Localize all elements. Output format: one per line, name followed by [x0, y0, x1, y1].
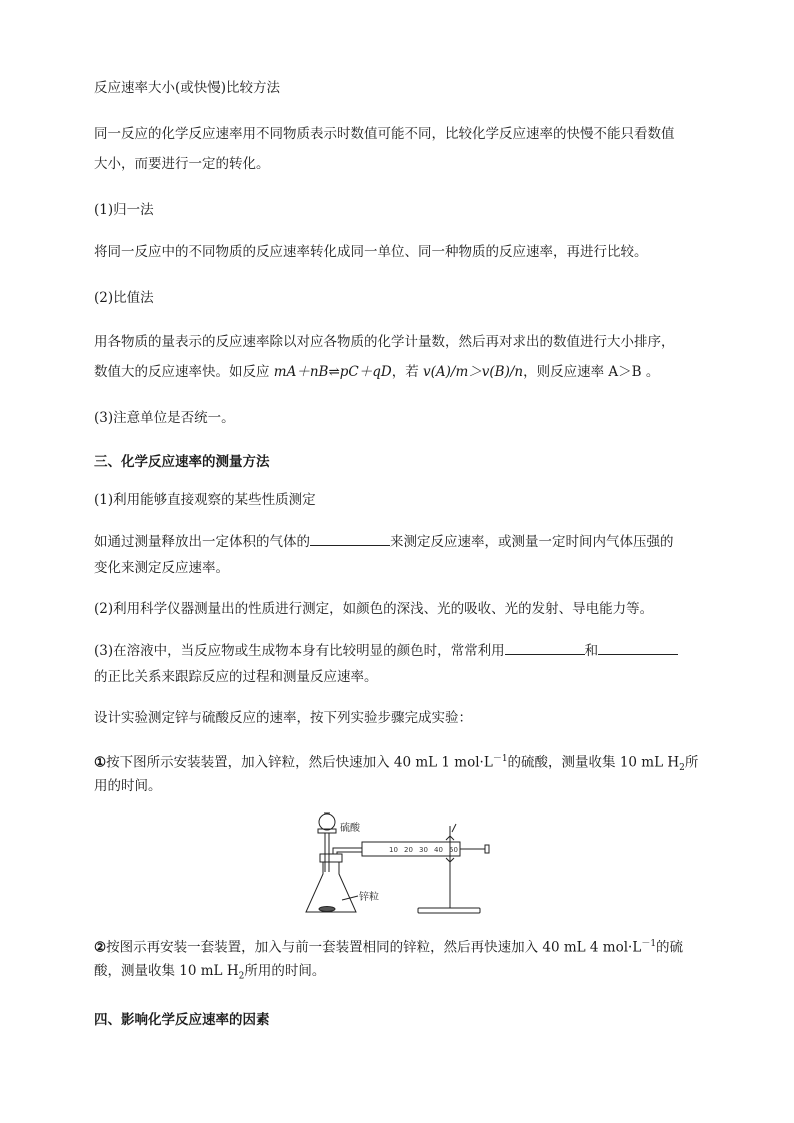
- syringe-tick: 40: [434, 846, 443, 854]
- step1-line1: [94, 749, 698, 778]
- measure-method-2: (2)利用科学仪器测量出的性质进行测定，如颜色的深浅、光的吸收、光的发射、导电能力等。: [94, 601, 654, 617]
- subheading-compare-methods: 反应速率大小(或快慢)比较方法: [94, 80, 281, 96]
- unit-note: (3)注意单位是否统一。: [94, 410, 235, 426]
- step1-line2: 用的时间。: [94, 778, 162, 794]
- step2-number: ②: [94, 939, 107, 956]
- method-ratio-title: (2)比值法: [94, 290, 154, 306]
- flask-stopper: [320, 854, 342, 862]
- fill-blank-3[interactable]: [598, 640, 678, 655]
- syringe-tick: 50: [449, 846, 458, 854]
- paragraph-intro-line2: 大小，而要进行一定的转化。: [94, 156, 270, 172]
- measure-method-3-line1: [94, 640, 678, 661]
- syringe-tick: 30: [419, 846, 428, 854]
- measure-text-post: 来测定反应速率，或测量一定时间内气体压强的: [390, 534, 674, 550]
- method3-text-pre: (3)在溶液中，当反应物或生成物本身有比较明显的颜色时，常常利用: [94, 643, 505, 659]
- fill-blank-2[interactable]: [505, 640, 585, 655]
- fill-blank-1[interactable]: [310, 531, 390, 546]
- step1-sub: 2: [679, 763, 685, 774]
- method-normalization-title: (1)归一法: [94, 202, 154, 218]
- section-heading-4: 四、影响化学反应速率的因素: [94, 1012, 270, 1028]
- syringe-tick: 20: [404, 846, 413, 854]
- step2b-sub: 2: [238, 971, 245, 982]
- funnel-bulb: [319, 814, 335, 830]
- method-ratio-text-line2: [94, 362, 659, 382]
- stand-base: [418, 908, 480, 913]
- ratio-text-mid: ，若: [391, 364, 424, 380]
- step2-sup: －1: [641, 939, 657, 949]
- step1-pre: 按下图所示安装装置，加入锌粒，然后快速加入 40 mL 1 mol·L: [106, 754, 493, 771]
- method-normalization-text: 将同一反应中的不同物质的反应速率转化成同一单位、同一种物质的反应速率，再进行比较。: [94, 244, 648, 260]
- measure-method-1-line2: 变化来测定反应速率。: [94, 560, 229, 576]
- rate-condition: v(A)/m＞v(B)/n: [423, 364, 524, 380]
- experiment-intro: 设计实验测定锌与硫酸反应的速率，按下列实验步骤完成实验：: [94, 710, 472, 726]
- step2-line1: [94, 934, 683, 958]
- label-sulfuric-acid: 硫酸: [340, 823, 360, 834]
- conical-flask: [306, 862, 356, 912]
- step1-number: ①: [94, 754, 107, 771]
- ratio-text-pre: 数值大的反应速率快。如反应: [94, 364, 274, 380]
- paragraph-intro-line1: 同一反应的化学反应速率用不同物质表示时数值可能不同，比较化学反应速率的快慢不能只看数值: [94, 126, 675, 142]
- step2b-post: 所用的时间。: [244, 963, 326, 979]
- step1-sup: －1: [492, 754, 508, 764]
- method3-text-mid: 和: [584, 643, 599, 659]
- measure-method-1-title: (1)利用能够直接观察的某些性质测定: [94, 492, 316, 508]
- measure-method-3-line2: 的正比关系来跟踪反应的过程和测量反应速率。: [94, 669, 378, 685]
- zinc-granules: [319, 907, 335, 912]
- step2b-pre: 酸，测量收集 10 mL H: [94, 963, 239, 979]
- label-zinc: 锌粒: [359, 892, 379, 903]
- measure-text-pre: 如通过测量释放出一定体积的气体的: [94, 534, 310, 550]
- step1-post: 所: [684, 754, 699, 771]
- syringe-tick: 10: [389, 846, 398, 854]
- step2-post: 的硫: [656, 939, 684, 956]
- reaction-equation: mA＋nB⇌pC＋qD: [273, 364, 392, 380]
- section-heading-3: 三、化学反应速率的测量方法: [94, 454, 270, 470]
- experiment-apparatus-figure: [300, 812, 500, 918]
- step1-mid: 的硫酸，测量收集 10 mL H: [507, 754, 680, 771]
- step2-line2: [94, 961, 325, 987]
- ratio-text-post: ，则反应速率 A＞B 。: [523, 364, 660, 380]
- step2-pre: 按图示再安装一套装置，加入与前一套装置相同的锌粒，然后再快速加入 40 mL 4 mol·L: [106, 939, 642, 956]
- measure-method-1-line1: [94, 531, 674, 552]
- method-ratio-text-line1: 用各物质的量表示的反应速率除以对应各物质的化学计量数，然后再对求出的数值进行大小排序，: [94, 334, 675, 350]
